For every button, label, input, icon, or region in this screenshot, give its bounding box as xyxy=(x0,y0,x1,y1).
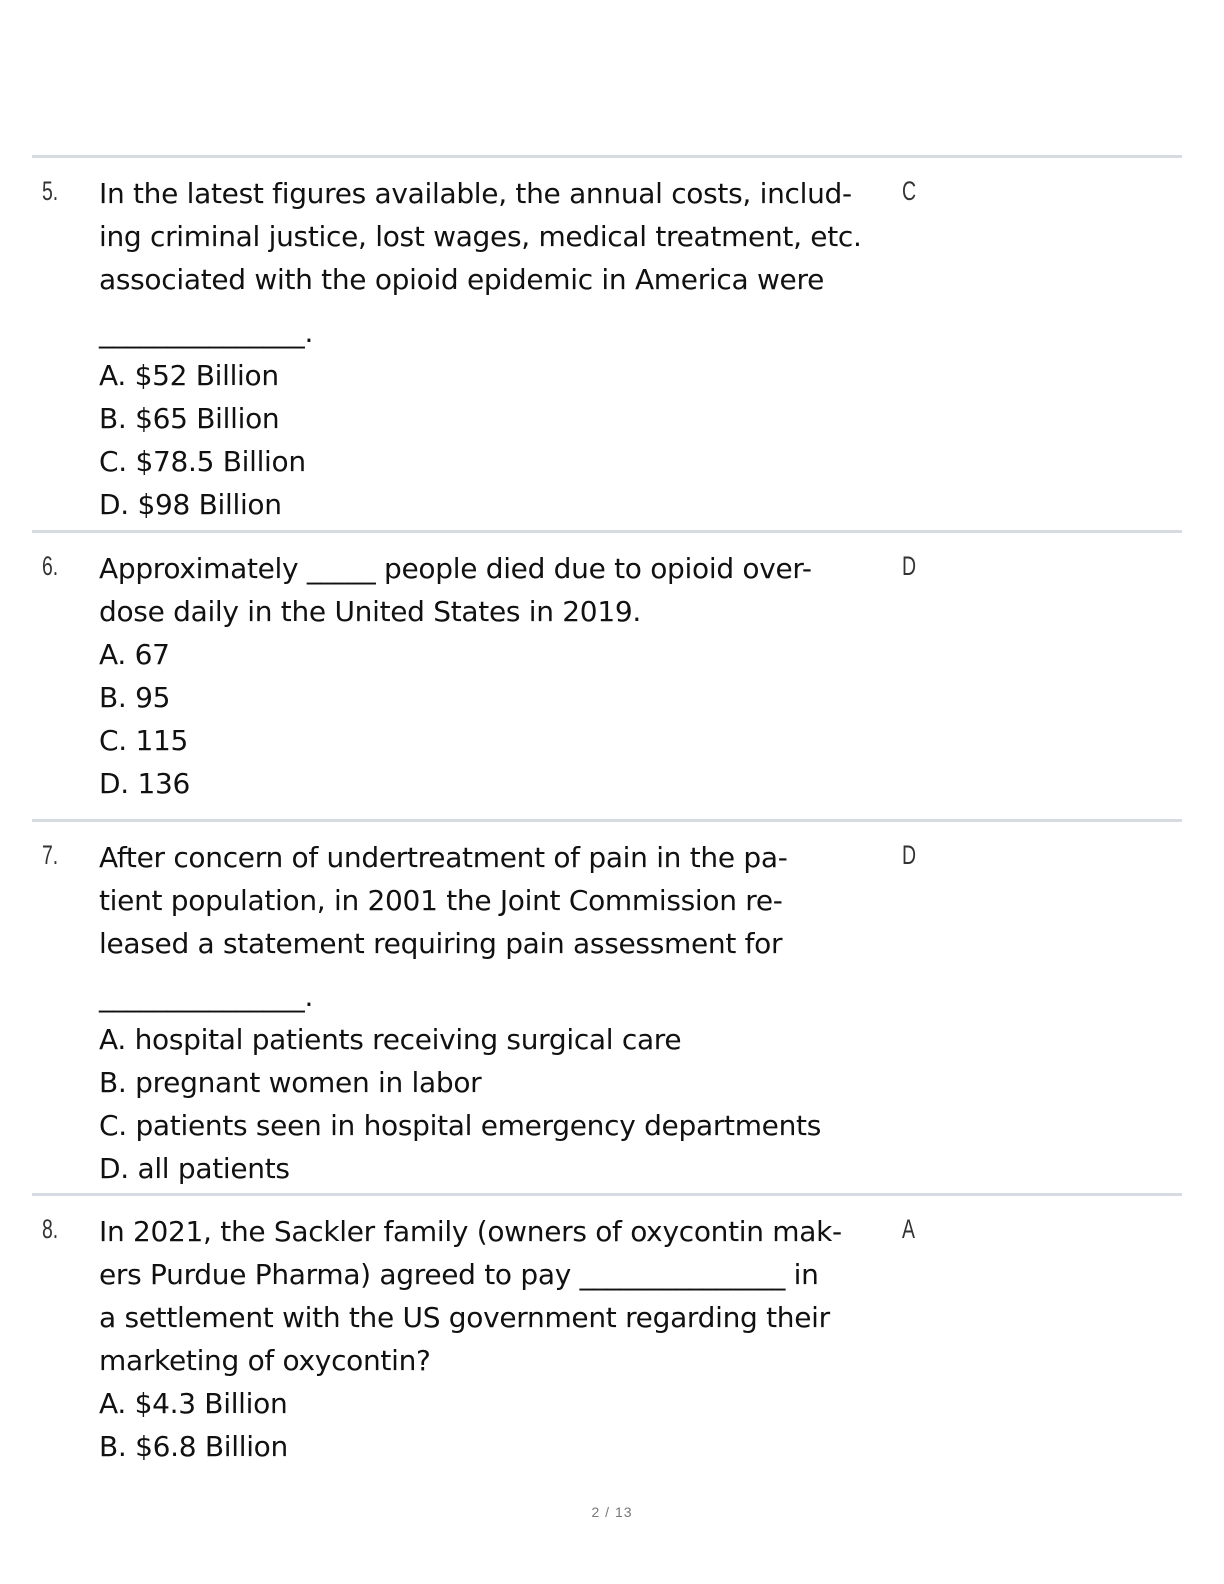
option-b: B. $6.8 Billion xyxy=(99,1430,288,1463)
option-c: C. 115 xyxy=(99,724,188,757)
option-c: C. $78.5 Billion xyxy=(99,445,306,478)
question-number: 7. xyxy=(42,840,59,870)
option-a: A. 67 xyxy=(99,638,170,671)
question-7 xyxy=(32,819,1182,1192)
question-number: 8. xyxy=(42,1214,59,1244)
question-text-line: associated with the opioid epidemic in America were xyxy=(99,263,825,296)
question-6 xyxy=(32,530,1182,818)
question-text-line: After concern of undertreatment of pain in the pa- xyxy=(99,841,788,874)
question-text-line: a settlement with the US government regarding their xyxy=(99,1301,830,1334)
answer-blank: _______________. xyxy=(99,316,314,349)
option-a: A. hospital patients receiving surgical care xyxy=(99,1023,682,1056)
question-text-line: dose daily in the United States in 2019. xyxy=(99,595,641,628)
question-number: 6. xyxy=(42,551,59,581)
option-d: D. 136 xyxy=(99,767,191,800)
option-a: A. $4.3 Billion xyxy=(99,1387,288,1420)
question-text xyxy=(99,836,909,965)
option-b: B. $65 Billion xyxy=(99,402,280,435)
options-list xyxy=(99,633,909,805)
option-d: D. $98 Billion xyxy=(99,488,282,521)
question-text xyxy=(99,172,909,301)
option-a: A. $52 Billion xyxy=(99,359,279,392)
question-body xyxy=(99,547,909,805)
question-text-line: tient population, in 2001 the Joint Commission re- xyxy=(99,884,783,917)
question-text xyxy=(99,1210,909,1382)
question-text-line: ing criminal justice, lost wages, medical treatment, etc. xyxy=(99,220,862,253)
answer-key: A xyxy=(902,1214,915,1244)
question-text-line: leased a statement requiring pain assessment for xyxy=(99,927,783,960)
question-5 xyxy=(32,155,1182,528)
answer-key: D xyxy=(902,551,917,581)
options-list xyxy=(99,1382,909,1468)
question-text-line: In 2021, the Sackler family (owners of oxycontin mak- xyxy=(99,1215,842,1248)
question-body xyxy=(99,172,909,526)
question-8 xyxy=(32,1193,1182,1476)
page-indicator: 2 / 13 xyxy=(591,1504,633,1520)
question-text-line: marketing of oxycontin? xyxy=(99,1344,431,1377)
question-text xyxy=(99,547,909,633)
answer-key: D xyxy=(902,840,917,870)
answer-blank: _______________. xyxy=(99,980,314,1013)
question-number: 5. xyxy=(42,176,59,206)
question-text-line: Approximately _____ people died due to opioid over- xyxy=(99,552,812,585)
question-body xyxy=(99,1210,909,1468)
options-list xyxy=(99,354,909,526)
option-b: B. pregnant women in labor xyxy=(99,1066,482,1099)
question-body xyxy=(99,836,909,1190)
option-c: C. patients seen in hospital emergency departments xyxy=(99,1109,822,1142)
question-text-line: In the latest figures available, the annual costs, includ- xyxy=(99,177,852,210)
option-b: B. 95 xyxy=(99,681,171,714)
options-list xyxy=(99,1018,909,1190)
question-text-line: ers Purdue Pharma) agreed to pay _______________ in xyxy=(99,1258,819,1291)
option-d: D. all patients xyxy=(99,1152,290,1185)
answer-key: C xyxy=(902,176,917,206)
